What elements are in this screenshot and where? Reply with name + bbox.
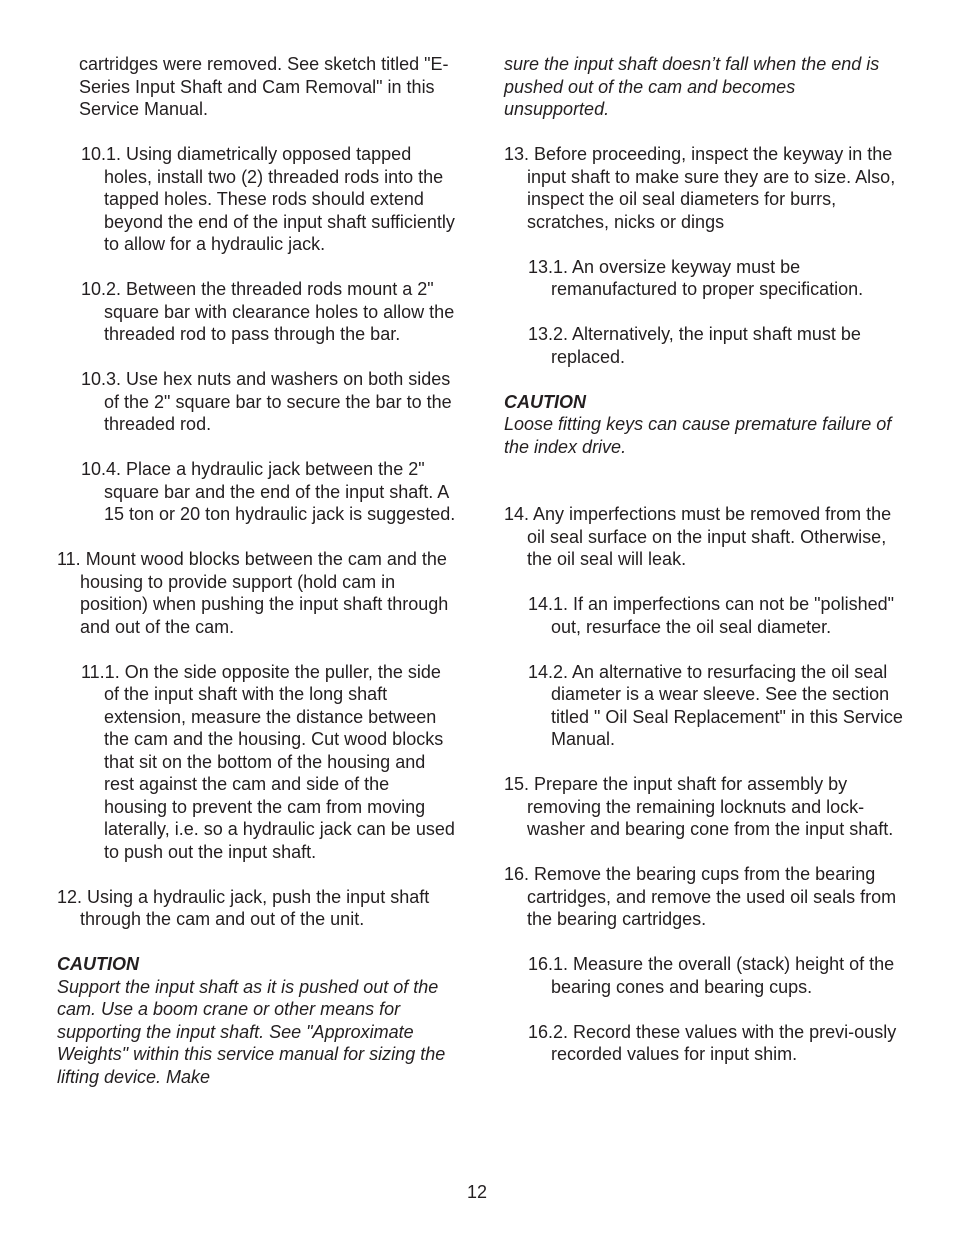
step-10-1: 10.1. Using diametrically opposed tapped holes, install two (2) threaded rods into the tapped holes. These rods should extend beyond the end of the input shaft sufficiently to allow for a hydraulic jack. [81,144,455,254]
step-10-3: 10.3. Use hex nuts and washers on both sides of the 2" square bar to secure the bar to the threaded rod. [81,369,452,434]
left-column [57,53,457,1111]
caution-text: Support the input shaft as it is pushed out of the cam. Use a boom crane or other means for supporting the input shaft. See "Approximate Weights" within this service manual for sizing the lifting device. Make [57,976,446,1087]
spacer [504,481,904,504]
step-12: 12. Using a hydraulic jack, push the input shaft through the cam and out of the unit. [57,886,430,929]
step-15: 15. Prepare the input shaft for assembly by removing the remaining locknuts and lock-washer and bearing cone from the input shaft. [504,774,894,839]
step-13-1: 13.1. An oversize keyway must be remanufactured to proper specification. [528,256,864,299]
caution-text: Loose fitting keys can cause premature failure of the index drive. [504,414,892,457]
step-14: 14. Any imperfections must be removed from the oil seal surface on the input shaft. Otherwise, the oil seal will leak. [504,504,892,569]
step-10-4: 10.4. Place a hydraulic jack between the 2" square bar and the end of the input shaft. A 15 ton or 20 ton hydraulic jack is suggested. [81,459,456,524]
step-11-1: 11.1. On the side opposite the puller, the side of the input shaft with the long shaft extension, measure the distance between the cam and the housing. Cut wood blocks that sit on the bottom of the housing and rest against the cam and side of the housing to prevent the cam from moving laterally, i.e. so a hydraulic jack can be used to push out the input shaft. [81,661,455,862]
caution-heading: CAUTION [504,391,586,412]
continuation-paragraph: cartridges were removed. See sketch titled "E-Series Input Shaft and Cam Removal" in this Service Manual. [79,54,449,119]
step-14-2: 14.2. An alternative to resurfacing the oil seal diameter is a wear sleeve. See the section titled " Oil Seal Replacement" in this Service Manual. [528,661,903,749]
step-13: 13. Before proceeding, inspect the keyway in the input shaft to make sure they are to size. Also, inspect the oil seal diameters for burrs, scratches, nicks or dings [504,144,896,232]
caution-heading: CAUTION [57,954,139,974]
step-16-2: 16.2. Record these values with the previ-ously recorded values for input shim. [528,1021,897,1064]
step-10-2: 10.2. Between the threaded rods mount a 2" square bar with clearance holes to allow the threaded rod to pass through the bar. [81,279,455,344]
caution-continued-text: sure the input shaft doesn’t fall when the end is pushed out of the cam and becomes unsupported. [504,54,880,119]
page-number: 12 [466,1182,488,1202]
step-16-1: 16.1. Measure the overall (stack) height of the bearing cones and bearing cups. [528,954,895,997]
step-11: 11. Mount wood blocks between the cam and the housing to provide support (hold cam in position) when pushing the input shaft through and out of the cam. [57,549,449,637]
step-13-2: 13.2. Alternatively, the input shaft must be replaced. [528,324,861,367]
step-16: 16. Remove the bearing cups from the bearing cartridges, and remove the used oil seals from the bearing cartridges. [504,864,897,929]
right-column [504,53,904,1088]
step-14-1: 14.1. If an imperfections can not be "polished" out, resurface the oil seal diameter. [528,594,895,637]
